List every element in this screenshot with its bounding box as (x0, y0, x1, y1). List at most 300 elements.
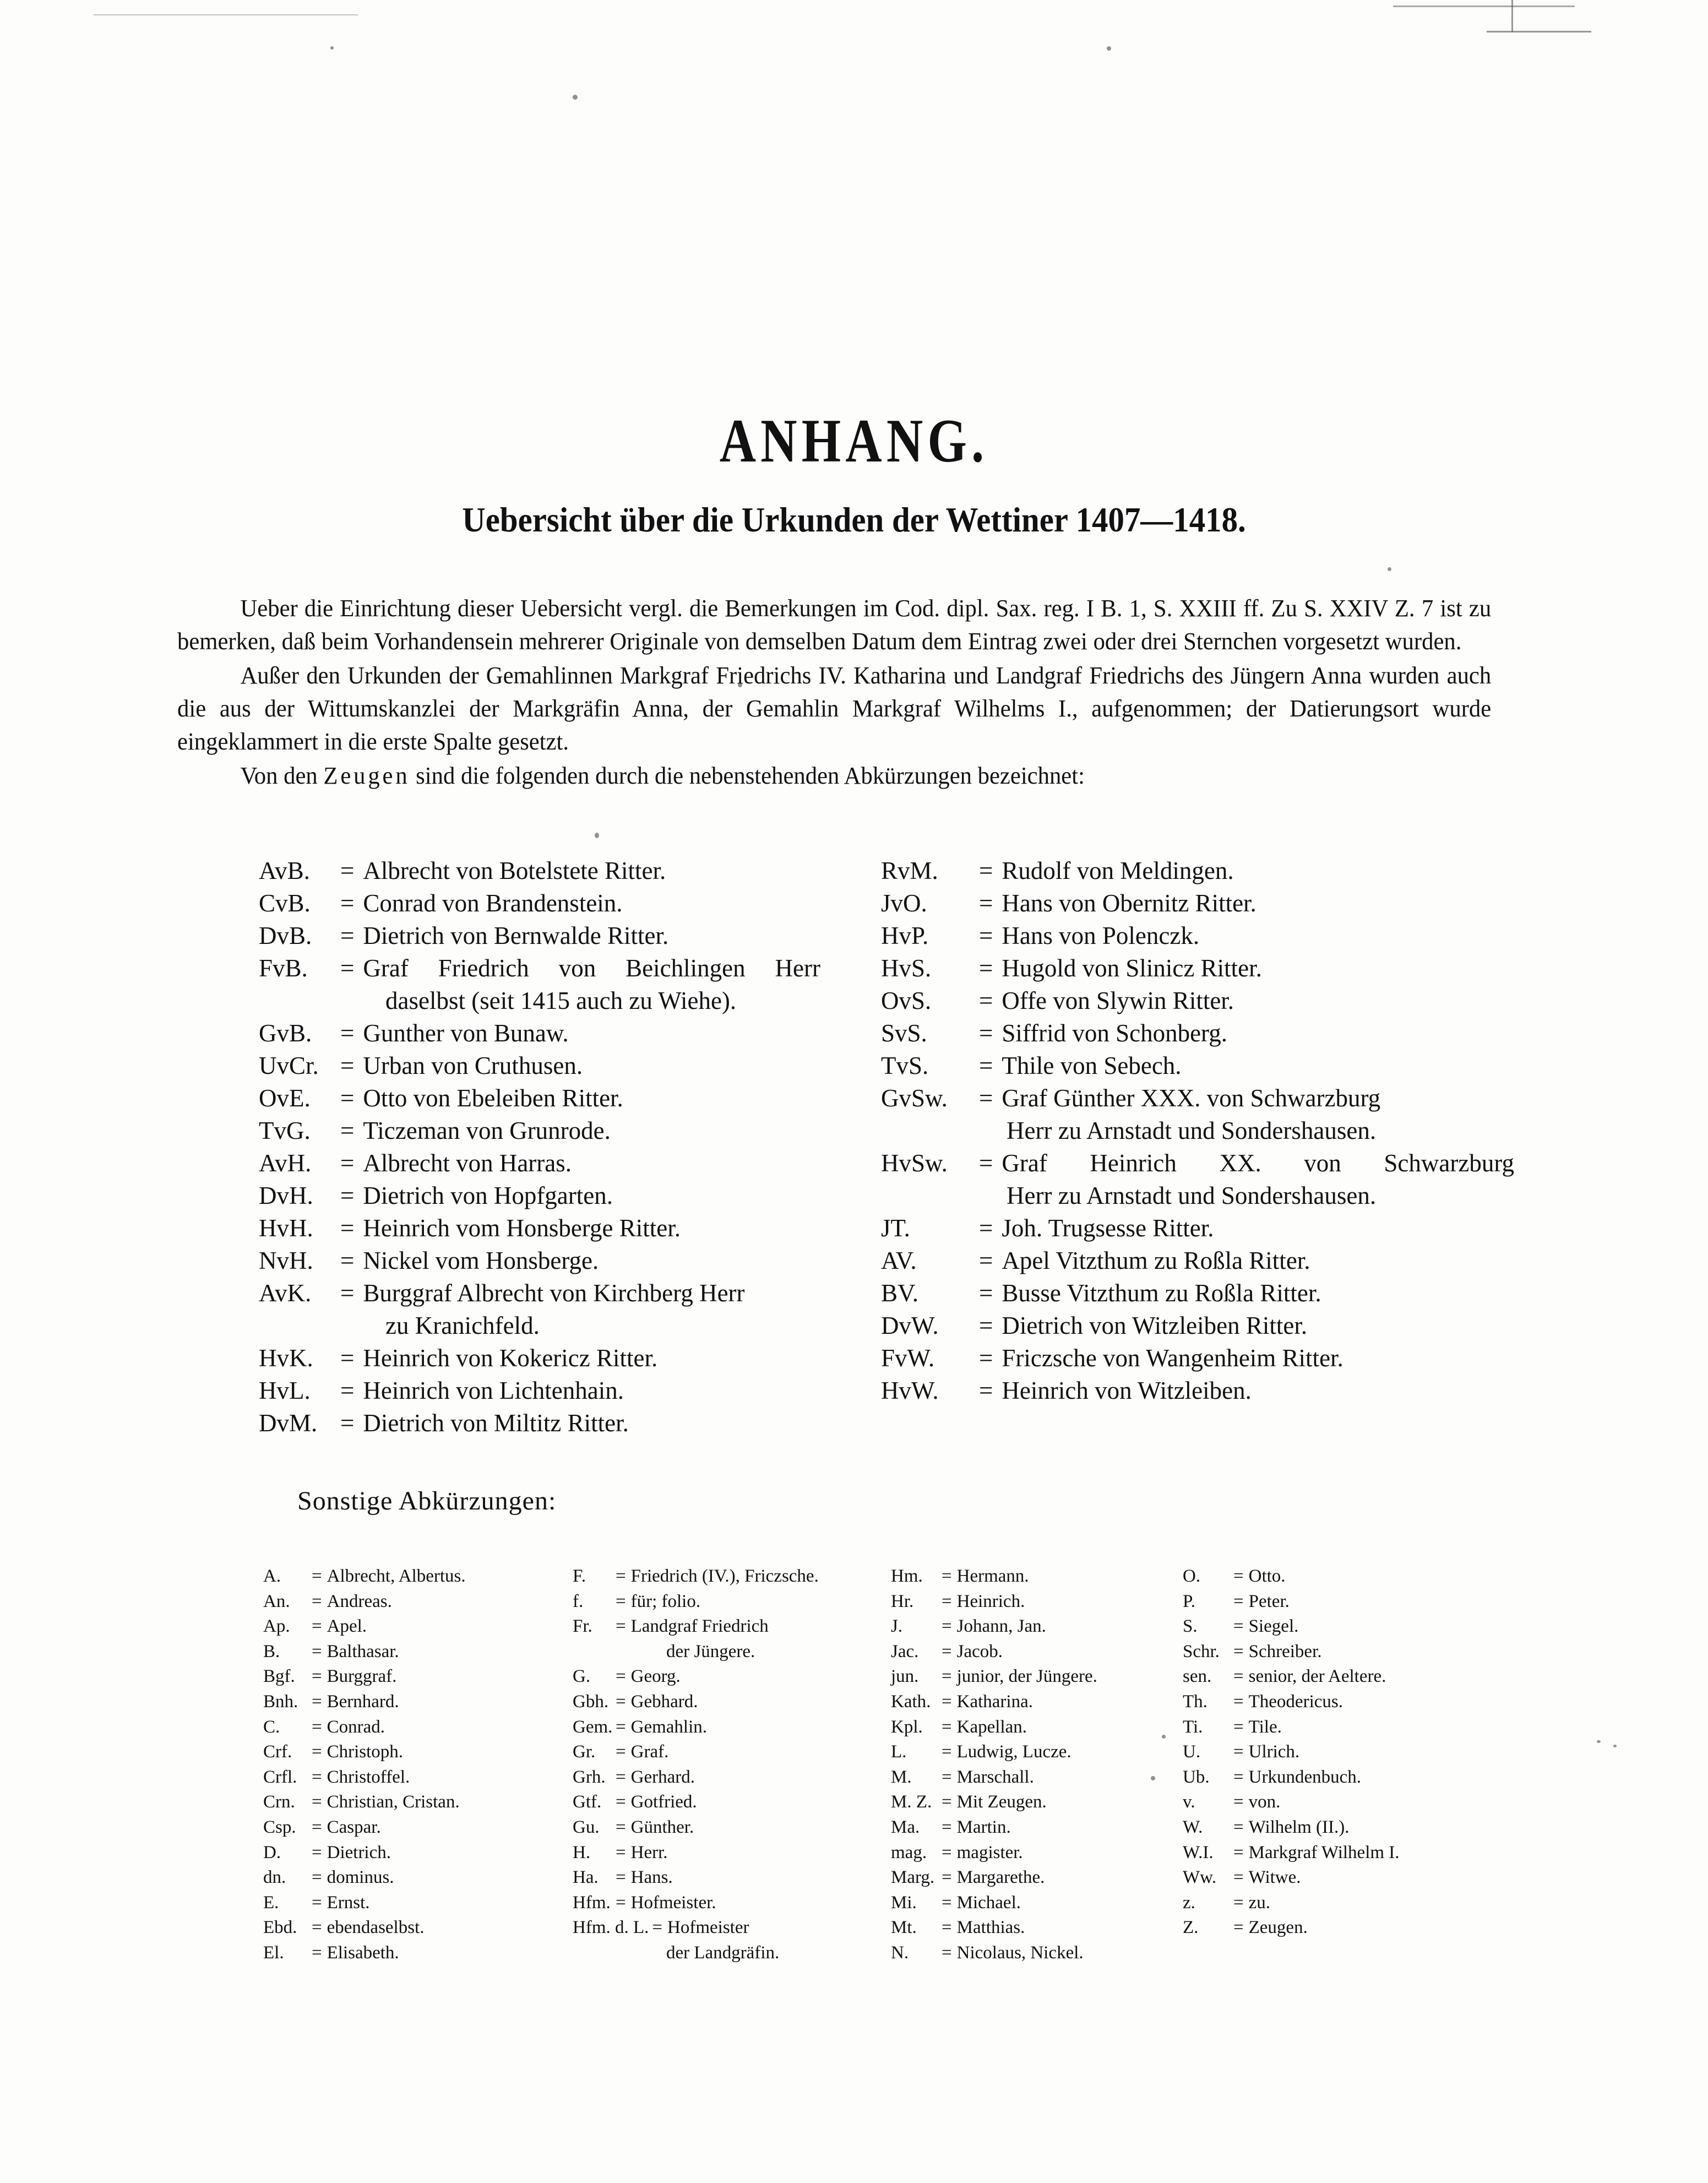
abbreviation-key: Ha. (573, 1867, 599, 1888)
abbreviation-key: Ub. (1183, 1767, 1210, 1787)
abbreviation-key: Hr. (891, 1591, 914, 1611)
witness-abbreviation: AV. (881, 1247, 917, 1274)
abbreviation-key: G. (573, 1666, 591, 1687)
equals-sign: = (1233, 1817, 1244, 1837)
abbreviation-entry (263, 1815, 561, 1840)
abbreviation-key: Z. (1183, 1918, 1199, 1938)
abbreviation-expansion: Markgraf Wilhelm I. (1248, 1842, 1400, 1862)
witness-full-name: Albrecht von Botelstete Ritter. (363, 857, 666, 884)
abbreviation-entry (263, 1690, 561, 1715)
abbreviation-key: Mi. (891, 1892, 917, 1913)
abbreviation-key: Ma. (891, 1817, 920, 1837)
equals-sign: = (616, 1867, 626, 1888)
witness-full-name: Ticzeman von Grunrode. (363, 1117, 611, 1144)
abbreviation-expansion: Gotfried. (630, 1792, 697, 1812)
equals-sign: = (616, 1892, 626, 1913)
abbreviation-key: Marg. (891, 1867, 935, 1888)
equals-sign: = (616, 1591, 626, 1611)
witness-abbreviation: BV. (881, 1279, 918, 1307)
witness-continuation-line: Herr zu Arnstadt und Sondershausen. (1007, 1182, 1377, 1209)
abbreviation-entry (891, 1639, 1188, 1665)
equals-sign: = (312, 1942, 322, 1963)
abbreviation-expansion: Bernhard. (327, 1691, 399, 1712)
witness-entry (259, 1245, 820, 1277)
witness-column-left (259, 855, 820, 1440)
witness-abbreviation: AvH. (259, 1149, 312, 1177)
witness-full-name: Nickel vom Honsberge. (363, 1247, 599, 1274)
equals-sign: = (312, 1566, 322, 1586)
abbreviation-expansion: Wilhelm (II.). (1248, 1817, 1350, 1837)
abbreviation-entry (891, 1941, 1188, 1966)
abbreviation-expansion: Christian, Cristan. (327, 1792, 460, 1812)
equals-sign: = (942, 1591, 952, 1611)
abbreviation-entry (573, 1865, 881, 1891)
equals-sign: = (979, 1084, 993, 1112)
equals-sign: = (979, 1019, 993, 1047)
abbreviation-key: Ap. (263, 1616, 290, 1637)
equals-sign: = (1233, 1641, 1244, 1661)
abbreviation-column-3 (891, 1564, 1188, 1966)
abbreviation-key: Kath. (891, 1691, 931, 1712)
abbreviation-key: Schr. (1183, 1641, 1220, 1661)
abbreviation-key: S. (1183, 1616, 1198, 1637)
equals-sign: = (616, 1566, 626, 1586)
witness-abbreviation: SvS. (881, 1019, 927, 1047)
witness-abbreviation: JvO. (881, 889, 927, 917)
witness-entry (881, 920, 1514, 952)
abbreviation-expansion: Hofmeister. (630, 1892, 716, 1913)
witness-abbreviation: OvE. (259, 1084, 311, 1112)
equals-sign: = (312, 1742, 322, 1762)
witness-full-name: Dietrich von Bernwalde Ritter. (363, 922, 669, 949)
abbreviation-entry (573, 1664, 881, 1690)
intro-paragraph-3-lead: Von den (240, 762, 324, 789)
abbreviation-entry (891, 1891, 1188, 1916)
witness-entry (881, 1147, 1514, 1180)
abbreviation-key: Bnh. (263, 1691, 298, 1712)
intro-emphasis-zeugen: Zeugen (323, 762, 410, 789)
abbreviation-expansion: Nicolaus, Nickel. (956, 1942, 1084, 1963)
equals-sign: = (312, 1842, 322, 1862)
abbreviation-entry (573, 1715, 881, 1740)
equals-sign: = (616, 1817, 626, 1837)
witness-full-name: Burggraf Albrecht von Kirchberg Herr (363, 1279, 745, 1307)
abbreviation-key: Hfm. d. L. (573, 1918, 649, 1938)
abbreviation-entry (263, 1865, 561, 1891)
abbreviation-entry (263, 1740, 561, 1765)
abbreviation-continuation-line: der Jüngere. (666, 1641, 755, 1661)
equals-sign: = (942, 1867, 952, 1888)
equals-sign: = (616, 1717, 626, 1737)
abbreviation-expansion: Schreiber. (1248, 1641, 1322, 1661)
witness-entry (881, 1342, 1514, 1375)
abbreviation-expansion: Otto. (1248, 1566, 1286, 1586)
abbreviation-expansion: Heinrich. (956, 1591, 1025, 1611)
abbreviation-entry (573, 1915, 881, 1941)
abbreviation-expansion: Caspar. (327, 1817, 381, 1837)
witness-abbreviation: JT. (881, 1214, 910, 1242)
equals-sign: = (1233, 1892, 1244, 1913)
abbreviation-entry (891, 1564, 1188, 1589)
witness-abbreviation: DvM. (259, 1409, 318, 1437)
intro-paragraph-3 (177, 759, 1491, 792)
abbreviation-entry (1183, 1614, 1480, 1639)
abbreviation-key: J. (891, 1616, 903, 1637)
abbreviation-entry (1183, 1589, 1480, 1615)
abbreviation-entry (263, 1664, 561, 1690)
abbreviation-expansion: Matthias. (956, 1918, 1025, 1938)
abbreviation-entry (891, 1865, 1188, 1891)
witness-entry (881, 1082, 1514, 1115)
witness-abbreviation: TvG. (259, 1117, 311, 1144)
abbreviation-key: Crfl. (263, 1767, 297, 1787)
equals-sign: = (979, 1149, 993, 1177)
equals-sign: = (340, 1377, 355, 1404)
abbreviation-entry (573, 1564, 881, 1589)
witness-full-name: Graf Günther XXX. von Schwarzburg (1002, 1084, 1381, 1112)
abbreviation-column-4 (1183, 1564, 1480, 1941)
witness-entry (259, 1017, 820, 1050)
abbreviation-entry (573, 1815, 881, 1840)
abbreviation-entry (1183, 1865, 1480, 1891)
equals-sign: = (942, 1918, 952, 1938)
witness-abbreviation: FvB. (259, 954, 308, 982)
abbreviation-key: C. (263, 1717, 280, 1737)
abbreviation-key: An. (263, 1591, 290, 1611)
witness-abbreviation: AvK. (259, 1279, 312, 1307)
equals-sign: = (979, 1214, 993, 1242)
witness-abbreviation: HvSw. (881, 1149, 948, 1177)
abbreviation-expansion: Gebhard. (630, 1691, 698, 1712)
witness-entry (881, 985, 1514, 1017)
witness-entry (259, 887, 820, 920)
witness-entry (881, 1017, 1514, 1050)
witness-abbreviation: DvW. (881, 1312, 939, 1339)
witness-abbreviation: GvB. (259, 1019, 312, 1047)
abbreviation-expansion: Albrecht, Albertus. (327, 1566, 466, 1586)
equals-sign: = (340, 1214, 355, 1242)
abbreviation-key: M. (891, 1767, 912, 1787)
abbreviation-key: sen. (1183, 1666, 1212, 1687)
abbreviation-key: Mt. (891, 1918, 917, 1938)
witness-abbreviation: HvW. (881, 1377, 939, 1404)
witness-entry (259, 1407, 820, 1440)
equals-sign: = (312, 1867, 322, 1888)
equals-sign: = (1233, 1666, 1244, 1687)
abbreviation-entry (263, 1790, 561, 1815)
witness-abbreviation: HvH. (259, 1214, 313, 1242)
abbreviation-expansion: Zeugen. (1248, 1918, 1308, 1938)
equals-sign: = (942, 1717, 952, 1737)
abbreviation-entry (891, 1815, 1188, 1840)
witness-abbreviation: AvB. (259, 857, 310, 884)
abbreviation-key: Grh. (573, 1767, 606, 1787)
abbreviation-expansion: ebendaselbst. (327, 1918, 425, 1938)
equals-sign: = (1233, 1918, 1244, 1938)
equals-sign: = (616, 1666, 626, 1687)
abbreviation-key: O. (1183, 1566, 1201, 1586)
abbreviation-expansion: Katharina. (956, 1691, 1033, 1712)
equals-sign: = (340, 1247, 355, 1274)
abbreviation-entry (891, 1690, 1188, 1715)
witness-entry (259, 1277, 820, 1310)
witness-full-name: Graf Friedrich von Beichlingen Herr (363, 954, 820, 982)
abbreviation-key: v. (1183, 1792, 1195, 1812)
abbreviation-expansion: Apel. (327, 1616, 367, 1637)
abbreviation-expansion: Peter. (1248, 1591, 1290, 1611)
equals-sign: = (340, 1084, 355, 1112)
abbreviation-expansion: Urkundenbuch. (1248, 1767, 1361, 1787)
equals-sign: = (942, 1892, 952, 1913)
abbreviation-entry (263, 1941, 561, 1966)
abbreviation-entry (263, 1564, 561, 1589)
abbreviation-entry (1183, 1690, 1480, 1715)
abbreviation-entry (573, 1765, 881, 1790)
abbreviation-key: Hm. (891, 1566, 923, 1586)
abbreviation-entry (1183, 1564, 1480, 1589)
witness-abbreviation: HvS. (881, 954, 932, 982)
abbreviation-entry (891, 1740, 1188, 1765)
witness-entry (881, 1375, 1514, 1407)
equals-sign: = (312, 1817, 322, 1837)
witness-entry (259, 920, 820, 952)
equals-sign: = (1233, 1742, 1244, 1762)
abbreviation-expansion: Kapellan. (956, 1717, 1027, 1737)
abbreviation-expansion: Hermann. (956, 1566, 1029, 1586)
abbreviation-key: F. (573, 1566, 586, 1586)
witness-full-name: Joh. Trugsesse Ritter. (1002, 1214, 1214, 1242)
equals-sign: = (340, 1409, 355, 1437)
abbreviation-key: Gem. (573, 1717, 613, 1737)
abbreviation-continuation-line: der Landgräfin. (666, 1942, 780, 1963)
equals-sign: = (340, 1019, 355, 1047)
abbreviation-key: Ti. (1183, 1717, 1203, 1737)
abbreviation-entry (573, 1589, 881, 1615)
witness-full-name: Offe von Slywin Ritter. (1002, 987, 1234, 1014)
abbreviation-key: Gr. (573, 1742, 596, 1762)
witness-full-name: Hans von Polenczk. (1002, 922, 1200, 949)
witness-entry (881, 887, 1514, 920)
witness-full-name: Albrecht von Harras. (363, 1149, 572, 1177)
abbreviation-key: Kpl. (891, 1717, 923, 1737)
abbreviation-entry (891, 1589, 1188, 1615)
equals-sign: = (340, 922, 355, 949)
abbreviation-entry (891, 1840, 1188, 1866)
witness-full-name: Dietrich von Hopfgarten. (363, 1182, 613, 1209)
witness-full-name: Hans von Obernitz Ritter. (1002, 889, 1256, 917)
witness-entry (259, 1180, 820, 1212)
witness-full-name: Dietrich von Witzleiben Ritter. (1002, 1312, 1308, 1339)
abbreviation-key: M. Z. (891, 1792, 932, 1812)
abbreviation-entry (1183, 1891, 1480, 1916)
equals-sign: = (340, 954, 355, 982)
abbreviation-entry (573, 1790, 881, 1815)
equals-sign: = (979, 1052, 993, 1079)
abbreviation-key: L. (891, 1742, 907, 1762)
abbreviation-key: dn. (263, 1867, 286, 1888)
abbreviation-key: f. (573, 1591, 584, 1611)
abbreviation-expansion: zu. (1248, 1892, 1271, 1913)
abbreviation-expansion: Elisabeth. (327, 1942, 399, 1963)
abbreviation-expansion: Jacob. (956, 1641, 1003, 1661)
equals-sign: = (1233, 1691, 1244, 1712)
equals-sign: = (616, 1767, 626, 1787)
abbreviation-key: E. (263, 1892, 279, 1913)
equals-sign: = (979, 889, 993, 917)
abbreviation-expansion: von. (1248, 1792, 1281, 1812)
witness-continuation-line: zu Kranichfeld. (385, 1312, 540, 1339)
abbreviation-key: Gtf. (573, 1792, 602, 1812)
abbreviation-key: z. (1183, 1892, 1195, 1913)
witness-continuation-line: daselbst (seit 1415 auch zu Wiehe). (385, 987, 737, 1014)
witness-abbreviation: DvB. (259, 922, 312, 949)
witness-entry (259, 1147, 820, 1180)
abbreviation-expansion: Ulrich. (1248, 1742, 1300, 1762)
abbreviation-expansion: Theodericus. (1248, 1691, 1343, 1712)
witness-abbreviation: DvH. (259, 1182, 313, 1209)
equals-sign: = (979, 1377, 993, 1404)
equals-sign: = (340, 1182, 355, 1209)
abbreviation-entry (263, 1891, 561, 1916)
abbreviation-entry (1183, 1840, 1480, 1866)
abbreviation-expansion: Margarethe. (956, 1867, 1045, 1888)
witness-entry (881, 1310, 1514, 1342)
witness-entry (259, 952, 820, 985)
abbreviation-expansion: dominus. (327, 1867, 394, 1888)
abbreviation-expansion: Mit Zeugen. (956, 1792, 1047, 1812)
abbreviation-key: Gu. (573, 1817, 600, 1837)
abbreviation-expansion: Christoph. (327, 1742, 404, 1762)
equals-sign: = (979, 922, 993, 949)
equals-sign: = (979, 1312, 993, 1339)
abbreviation-entry (573, 1891, 881, 1916)
witness-entry (881, 1050, 1514, 1082)
abbreviation-expansion: Hofmeister (667, 1918, 749, 1938)
abbreviation-entry (263, 1614, 561, 1639)
equals-sign: = (942, 1942, 952, 1963)
equals-sign: = (340, 1052, 355, 1079)
abbreviation-key: Ww. (1183, 1867, 1217, 1888)
abbreviation-key: B. (263, 1641, 280, 1661)
abbreviation-entry (263, 1840, 561, 1866)
abbreviation-key: A. (263, 1566, 281, 1586)
abbreviation-expansion: Ludwig, Lucze. (956, 1742, 1071, 1762)
witness-full-name: Dietrich von Miltitz Ritter. (363, 1409, 629, 1437)
witness-abbreviation: HvL. (259, 1377, 311, 1404)
equals-sign: = (312, 1717, 322, 1737)
abbreviation-key: Hfm. (573, 1892, 611, 1913)
witness-abbreviation: NvH. (259, 1247, 313, 1274)
abbreviation-entry (1183, 1790, 1480, 1815)
witness-full-name: Heinrich vom Honsberge Ritter. (363, 1214, 681, 1242)
introduction-text (177, 592, 1491, 792)
abbreviation-entry (1183, 1639, 1480, 1665)
witness-entry (259, 855, 820, 887)
abbreviation-key: Crf. (263, 1742, 292, 1762)
witness-full-name: Siffrid von Schonberg. (1002, 1019, 1227, 1047)
equals-sign: = (942, 1641, 952, 1661)
witness-full-name: Thile von Sebech. (1002, 1052, 1182, 1079)
abbreviation-expansion: Witwe. (1248, 1867, 1301, 1888)
witness-full-name: Gunther von Bunaw. (363, 1019, 569, 1047)
witness-abbreviation: FvW. (881, 1344, 935, 1372)
witness-entry (259, 1375, 820, 1407)
abbreviation-expansion: Günther. (630, 1817, 694, 1837)
abbreviation-expansion: Gerhard. (630, 1767, 695, 1787)
equals-sign: = (942, 1666, 952, 1687)
equals-sign: = (312, 1792, 322, 1812)
abbreviation-expansion: Georg. (630, 1666, 681, 1687)
abbreviation-entry (1183, 1664, 1480, 1690)
abbreviation-expansion: Marschall. (956, 1767, 1034, 1787)
equals-sign: = (942, 1842, 952, 1862)
abbreviation-entry (263, 1765, 561, 1790)
equals-sign: = (942, 1767, 952, 1787)
equals-sign: = (1233, 1717, 1244, 1737)
witness-abbreviation: TvS. (881, 1052, 929, 1079)
equals-sign: = (1233, 1792, 1244, 1812)
equals-sign: = (340, 1149, 355, 1177)
witness-abbreviation: HvK. (259, 1344, 313, 1372)
equals-sign: = (1233, 1591, 1244, 1611)
abbreviation-expansion: Conrad. (327, 1717, 385, 1737)
page-subtitle: Uebersicht über die Urkunden der Wettiner 1407—1418. (462, 500, 1246, 539)
abbreviation-key: W.I. (1183, 1842, 1214, 1862)
equals-sign: = (942, 1792, 952, 1812)
witness-column-right (881, 855, 1514, 1407)
witness-full-name: Heinrich von Witzleiben. (1002, 1377, 1252, 1404)
intro-paragraph-2: Außer den Urkunden der Gemahlinnen Markgraf Friedrichs IV. Katharina und Landgraf Friedrichs des Jüngern Anna wurden auch die aus der Wittumskanzlei der Markgräfin Anna, der Gemahlin Markgraf Wilhelms I., aufgenommen; der Datierungsort wurde eingeklammert in die erste Spalte gesetzt. (177, 662, 1492, 755)
abbreviation-expansion: Graf. (630, 1742, 669, 1762)
abbreviation-expansion: Balthasar. (327, 1641, 399, 1661)
abbreviation-key: Ebd. (263, 1918, 297, 1938)
equals-sign: = (1233, 1566, 1244, 1586)
scan-speck (1613, 1745, 1617, 1747)
abbreviation-expansion: Andreas. (327, 1591, 392, 1611)
equals-sign: = (616, 1742, 626, 1762)
equals-sign: = (312, 1616, 322, 1637)
abbreviation-key: H. (573, 1842, 591, 1862)
equals-sign: = (340, 889, 355, 917)
abbreviation-entry (891, 1915, 1188, 1941)
abbreviation-key: Csp. (263, 1817, 296, 1837)
witness-abbreviation: UvCr. (259, 1052, 319, 1079)
abbreviation-expansion: Ernst. (327, 1892, 370, 1913)
equals-sign: = (979, 857, 993, 884)
witness-full-name: Urban von Cruthusen. (363, 1052, 583, 1079)
witness-full-name: Heinrich von Lichtenhain. (363, 1377, 624, 1404)
witness-entry (881, 1277, 1514, 1310)
abbreviation-expansion: Tile. (1248, 1717, 1282, 1737)
abbreviation-entry (573, 1614, 881, 1639)
abbreviation-entry (891, 1715, 1188, 1740)
witness-abbreviation: HvP. (881, 922, 929, 949)
abbreviation-entry (1183, 1740, 1480, 1765)
abbreviation-expansion: Martin. (956, 1817, 1011, 1837)
witness-full-name: Busse Vitzthum zu Roßla Ritter. (1002, 1279, 1321, 1307)
abbreviation-entry (1183, 1815, 1480, 1840)
abbreviation-expansion: junior, der Jüngere. (956, 1666, 1097, 1687)
witness-full-name: Conrad von Brandenstein. (363, 889, 623, 917)
abbreviation-entry (263, 1915, 561, 1941)
abbreviation-entry (263, 1589, 561, 1615)
abbreviation-key: U. (1183, 1742, 1201, 1762)
equals-sign: = (979, 1279, 993, 1307)
other-abbreviations-heading: Sonstige Abkürzungen: (297, 1486, 557, 1516)
abbreviation-column-1 (263, 1564, 561, 1966)
abbreviation-expansion: Christoffel. (327, 1767, 410, 1787)
equals-sign: = (312, 1666, 322, 1687)
